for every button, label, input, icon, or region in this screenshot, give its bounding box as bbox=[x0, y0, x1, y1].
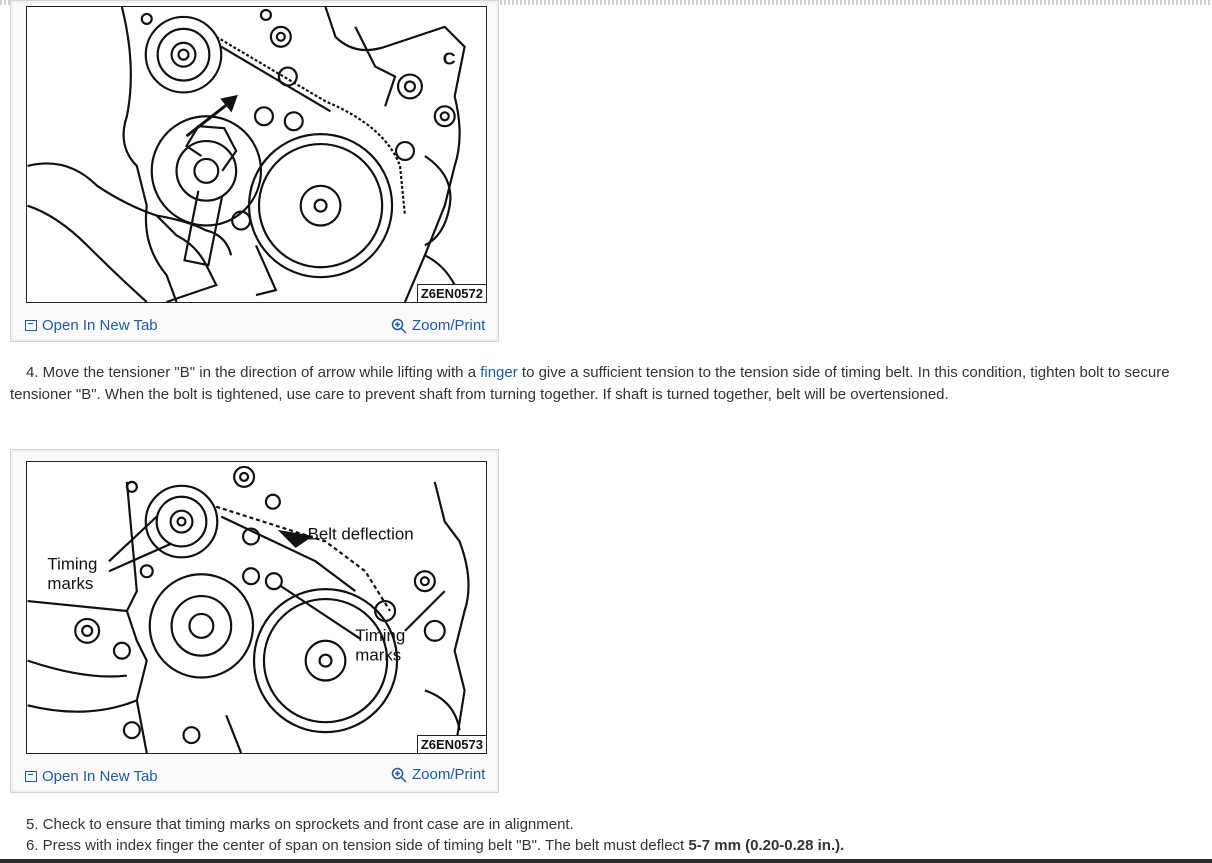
finger-link[interactable]: finger bbox=[480, 364, 518, 381]
magnifier-icon bbox=[391, 318, 407, 334]
zoom-print-link[interactable] bbox=[391, 766, 485, 783]
image-code-label: Z6EN0572 bbox=[417, 284, 486, 302]
step-4-paragraph bbox=[10, 362, 1210, 406]
figure-timing-marks bbox=[10, 449, 499, 793]
svg-text:C: C bbox=[442, 48, 456, 69]
bottom-border bbox=[0, 859, 1212, 863]
step-6-text: 6. Press with index finger the center of span on tension side of timing belt "B". The belt must deflect bbox=[26, 837, 689, 854]
open-in-new-tab-link[interactable] bbox=[25, 317, 158, 334]
step-6-paragraph bbox=[10, 835, 1210, 857]
figure-tensioner-adjustment bbox=[10, 0, 499, 342]
image-code-label: Z6EN0573 bbox=[417, 735, 486, 753]
open-in-new-tab-label: Open In New Tab bbox=[42, 317, 158, 334]
tensioner-illustration bbox=[27, 7, 486, 302]
timing-marks-right-line1: Timing bbox=[355, 625, 406, 645]
timing-marks-right-line2: marks bbox=[355, 645, 402, 665]
belt-deflection-label: Belt deflection bbox=[307, 524, 414, 544]
magnifier-icon bbox=[391, 767, 407, 783]
timing-marks-left-line2: marks bbox=[47, 574, 94, 594]
deflection-spec: 5-7 mm (0.20-0.28 in.). bbox=[688, 837, 845, 854]
step-4-text-after: to give a sufficient tension to the tension side of timing belt. In this condition, tighten bolt to secure tensioner "B". When the bolt is tightened, use care to prevent shaft from turning together. If shaft is turned together, belt will be overtensioned. bbox=[10, 364, 1170, 403]
step-4-text-before: 4. Move the tensioner "B" in the direction of arrow while lifting with a bbox=[26, 364, 481, 381]
tensioner-diagram-image[interactable] bbox=[26, 6, 487, 303]
timing-marks-left-line1: Timing bbox=[47, 554, 98, 574]
open-in-new-tab-label: Open In New Tab bbox=[42, 768, 158, 785]
zoom-print-link[interactable] bbox=[391, 317, 485, 334]
open-in-new-tab-icon bbox=[25, 771, 37, 782]
open-in-new-tab-icon bbox=[25, 320, 37, 331]
step-5-paragraph: 5. Check to ensure that timing marks on sprockets and front case are in alignment. bbox=[26, 816, 574, 833]
zoom-print-label: Zoom/Print bbox=[412, 766, 486, 783]
zoom-print-label: Zoom/Print bbox=[412, 317, 486, 334]
open-in-new-tab-link[interactable] bbox=[25, 768, 158, 785]
timing-marks-illustration bbox=[27, 462, 486, 753]
timing-marks-diagram-image[interactable] bbox=[26, 461, 487, 754]
